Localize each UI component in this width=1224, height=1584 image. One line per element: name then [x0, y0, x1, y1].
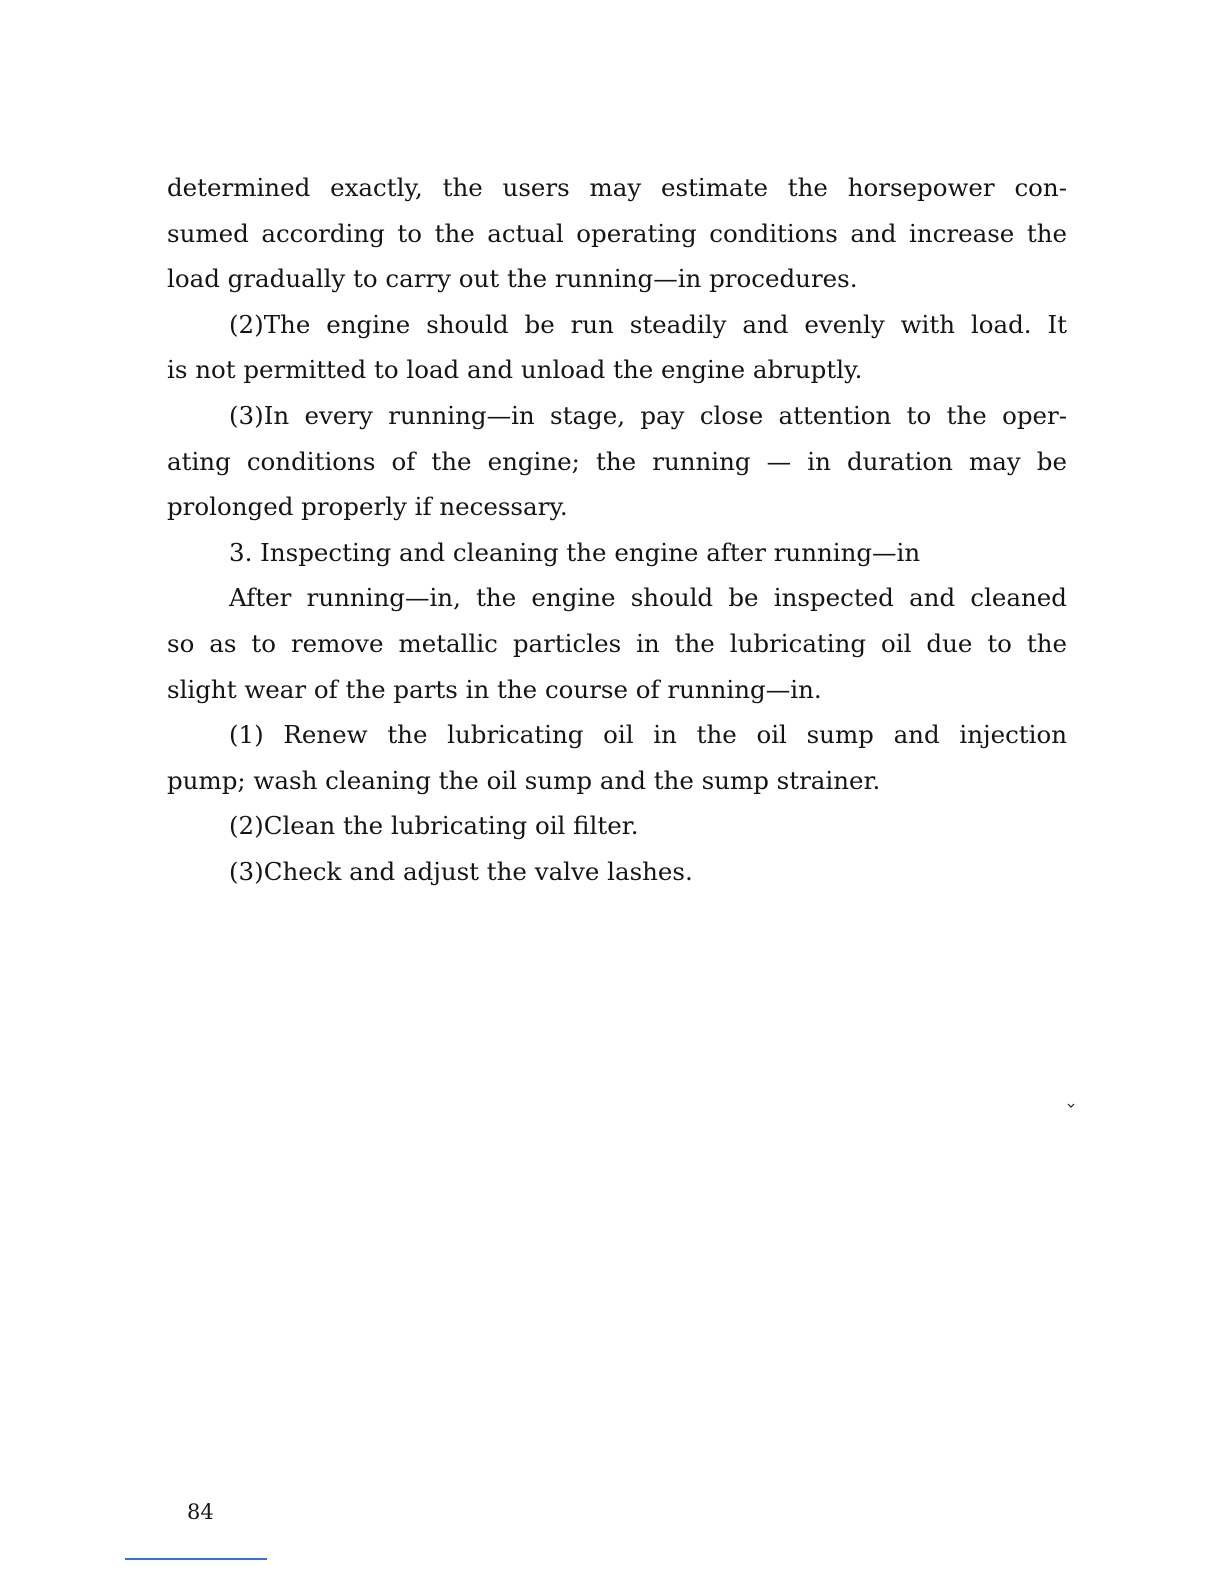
- scan-mark: [1066, 1100, 1076, 1110]
- text-line: After running—in, the engine should be inspected and cleaned: [229, 583, 1067, 613]
- text-line: load gradually to carry out the running—in procedures.: [167, 264, 858, 294]
- text-line: so as to remove metallic particles in the lubricating oil due to the: [167, 628, 1067, 658]
- text-line: prolonged properly if necessary.: [167, 492, 568, 522]
- text-line: slight wear of the parts in the course of running—in.: [167, 674, 822, 704]
- text-line: determined exactly, the users may estimate the horsepower con-: [167, 173, 1067, 202]
- text-line: (3)In every running—in stage, pay close attention to the oper-: [229, 400, 1067, 430]
- text-line: (1) Renew the lubricating oil in the oil sump and injection: [229, 720, 1067, 750]
- page-number: 84: [187, 1500, 214, 1524]
- footer-rule: [125, 1558, 267, 1560]
- text-line: (2)The engine should be run steadily and evenly with load. It: [229, 309, 1067, 339]
- text-line: (2)Clean the lubricating oil filter.: [229, 811, 639, 841]
- section-heading: 3. Inspecting and cleaning the engine after running—in: [229, 537, 921, 567]
- text-line: (3)Check and adjust the valve lashes.: [229, 856, 693, 886]
- text-line: sumed according to the actual operating conditions and increase the: [167, 218, 1067, 248]
- text-line: ating conditions of the engine; the running — in duration may be: [167, 446, 1067, 476]
- text-line: is not permitted to load and unload the engine abruptly.: [167, 355, 863, 385]
- body-text: [167, 165, 1067, 895]
- text-line: pump; wash cleaning the oil sump and the sump strainer.: [167, 765, 881, 795]
